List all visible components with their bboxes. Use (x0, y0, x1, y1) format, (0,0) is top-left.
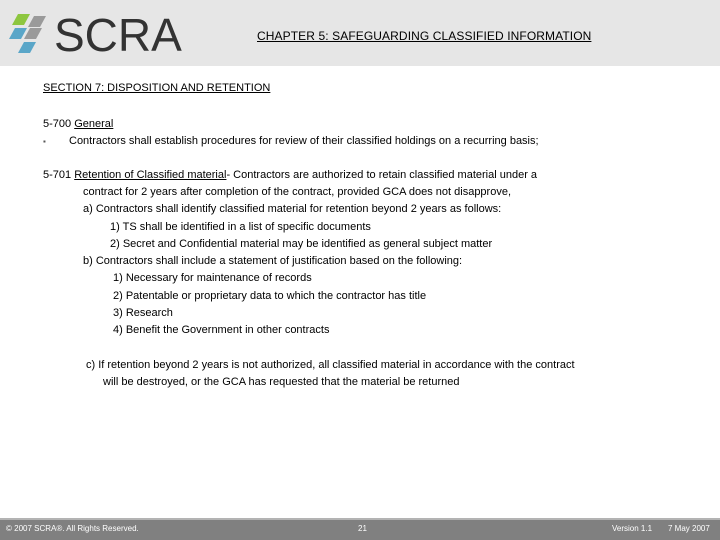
s701-intro: - Contractors are authorized to retain classified material under a (226, 169, 538, 181)
slide-header (0, 0, 720, 66)
s701-item-b: b) Contractors shall include a statement of justification based on the following: (83, 255, 463, 267)
s701-item-a2: 2) Secret and Confidential material may be identified as general subject matter (110, 238, 493, 250)
s701-item-a: a) Contractors shall identify classified material for retention beyond 2 years as follows: (83, 203, 502, 215)
s701-intro-cont: contract for 2 years after completion of the contract, provided GCA does not disapprove, (83, 186, 512, 198)
section-title: SECTION 7: DISPOSITION AND RETENTION (43, 82, 271, 94)
footer-date: 7 May 2007 (668, 524, 710, 533)
s701-item-b3: 3) Research (113, 307, 173, 319)
s701-item-b1: 1) Necessary for maintenance of records (113, 272, 312, 284)
bullet-icon: ▪ (43, 137, 46, 146)
chapter-title: CHAPTER 5: SAFEGUARDING CLASSIFIED INFORMATION (257, 29, 592, 43)
footer-page-number: 21 (358, 524, 367, 533)
footer-version: Version 1.1 (612, 524, 653, 533)
s701-heading-line (43, 167, 537, 184)
s701-item-c-line2: will be destroyed, or the GCA has requested that the material be returned (103, 376, 460, 388)
s701-item-a1: 1) TS shall be identified in a list of specific documents (110, 221, 371, 233)
scra-logo-mark-icon (9, 14, 46, 53)
s700-heading-line (43, 116, 113, 133)
s701-number: 5-701 (43, 169, 72, 181)
s700-number: 5-700 (43, 118, 72, 130)
s701-item-b4: 4) Benefit the Government in other contracts (113, 324, 330, 336)
s700-text: Contractors shall establish procedures for review of their classified holdings on a recurring basis; (69, 135, 539, 147)
s701-item-c-line1: c) If retention beyond 2 years is not authorized, all classified material in accordance with the contract (86, 359, 575, 371)
s701-item-b2: 2) Patentable or proprietary data to which the contractor has title (113, 290, 427, 302)
footer-copyright: © 2007 SCRA®. All Rights Reserved. (6, 524, 139, 533)
scra-logo (8, 6, 190, 56)
s701-heading: Retention of Classified material (74, 169, 227, 181)
scra-logo-text: SCRA (54, 9, 182, 56)
s700-heading: General (74, 118, 114, 130)
